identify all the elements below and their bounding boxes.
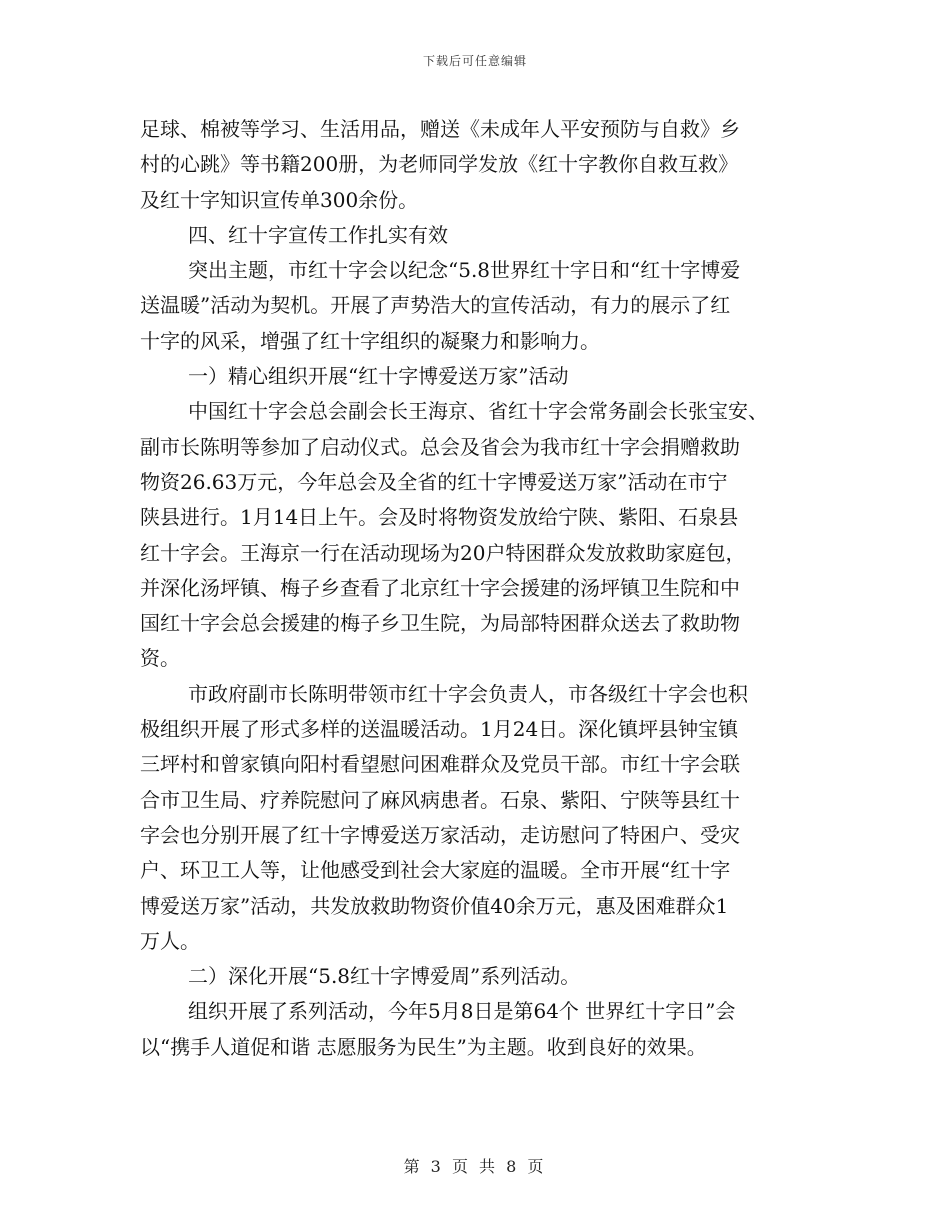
text-line: 四、红十字宣传工作扎实有效 (188, 222, 448, 247)
text-line: 一）精心组织开展“红十字博爱送万家”活动 (188, 364, 569, 389)
text-line: 足球、棉被等学习、生活用品，赠送《未成年人平安预防与自救》乡 (140, 117, 740, 141)
text-line: 中国红十字会总会副会长王海京、省红十字会常务副会长张宝安、 (188, 399, 768, 424)
text-line: 万人。 (140, 928, 200, 953)
text-line: 极组织开展了形式多样的送温暖活动。1月24日。深化镇坪县钟宝镇 (140, 717, 739, 742)
text-line: 户、环卫工人等，让他感受到社会大家庭的温暖。全市开展“红十字 (140, 858, 731, 883)
text-line: 国红十字会总会援建的梅子乡卫生院，为局部特困群众送去了救助物 (140, 611, 740, 636)
text-line: 市政府副市长陈明带领市红十字会负责人，市各级红十字会也积 (188, 681, 748, 706)
text-line: 博爱送万家”活动，共发放救助物资价值40余万元，惠及困难群众1 (140, 893, 729, 918)
text-line: 红十字会。王海京一行在活动现场为20户特困群众发放救助家庭包， (140, 540, 746, 565)
text-line: 送温暖”活动为契机。开展了声势浩大的宣传活动，有力的展示了红 (140, 293, 731, 318)
page-footer: 第 3 页 共 8 页 (403, 1157, 547, 1176)
text-line: 资。 (140, 646, 180, 671)
text-line: 突出主题，市红十字会以纪念“5.8世界红十字日和“红十字博爱 (188, 258, 741, 283)
text-line: 二）深化开展“5.8红十字博爱周”系列活动。 (188, 964, 581, 989)
text-line: 副市长陈明等参加了启动仪式。总会及省会为我市红十字会捐赠救助 (140, 434, 740, 459)
text-line: 以“携手人道促和谐 志愿服务为民生”为主题。收到良好的效果。 (140, 1034, 707, 1059)
page-header: 下载后可任意编辑 (422, 54, 527, 68)
text-line: 并深化汤坪镇、梅子乡查看了北京红十字会援建的汤坪镇卫生院和中 (140, 575, 740, 600)
text-line: 陕县进行。1月14日上午。会及时将物资发放给宁陕、紫阳、石泉县 (140, 505, 739, 530)
text-line: 字会也分别开展了红十字博爱送万家活动，走访慰问了特困户、受灾 (140, 822, 740, 847)
body-text (140, 112, 820, 1065)
text-line: 三坪村和曾家镇向阳村看望慰问困难群众及党员干部。市红十字会联 (140, 752, 740, 777)
text-line: 物资26.63万元，今年总会及全省的红十字博爱送万家”活动在市宁 (140, 469, 728, 494)
text-line: 及红十字知识宣传单300余份。 (140, 187, 419, 212)
text-line: 村的心跳》等书籍200册，为老师同学发放《红十字教你自救互救》 (140, 152, 739, 177)
text-line: 十字的风采，增强了红十字组织的凝聚力和影响力。 (140, 328, 600, 353)
text-line: 合市卫生局、疗养院慰问了麻风病患者。石泉、紫阳、宁陕等县红十 (140, 787, 740, 812)
text-line: 组织开展了系列活动，今年5月8日是第64个 世界红十字日”会 (188, 999, 736, 1024)
